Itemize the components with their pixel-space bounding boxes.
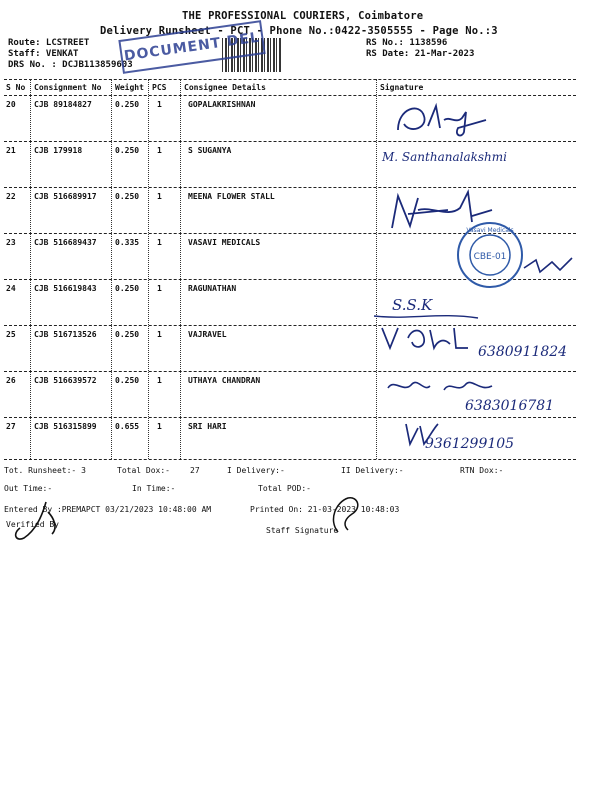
route-label: Route: LCSTREET [8, 38, 90, 48]
document-subtitle: Delivery Runsheet - PCT - Phone No.:0422-3505555 - Page No.:3 [100, 25, 498, 37]
col-signature: Signature [380, 83, 424, 92]
entered-by: Entered By :PREMAPCT 03/21/2023 10:48:00 AM [4, 505, 212, 514]
row-weight: 0.250 [115, 330, 140, 339]
signature-row-20 [390, 98, 500, 140]
col-sno: S No [6, 83, 26, 92]
signature-phone: 6380911824 [478, 344, 568, 360]
row-weight: 0.250 [115, 192, 140, 201]
header-top-rule [4, 79, 576, 80]
rs-date: RS Date: 21-Mar-2023 [366, 49, 475, 59]
col-divider [376, 79, 377, 459]
seal-ring-text: Vasavi Medicals [466, 227, 514, 234]
row-consignment: CJB 516315899 [34, 422, 97, 431]
row-consignee: MEENA FLOWER STALL [188, 192, 275, 201]
table-bottom-rule [4, 459, 576, 460]
staff-signature-mark [318, 490, 378, 536]
header-bottom-rule [4, 95, 576, 96]
row-sno: 26 [6, 376, 16, 385]
row-rule [4, 371, 576, 372]
row-pcs: 1 [157, 376, 162, 385]
document-delivered-stamp: DOCUMENT DEL [118, 20, 265, 74]
row-sno: 24 [6, 284, 16, 293]
row-pcs: 1 [157, 238, 162, 247]
row-consignment: CJB 89184827 [34, 100, 92, 109]
row-sno: 21 [6, 146, 16, 155]
verifier-signature [6, 498, 66, 546]
total-pod-label: Total POD:- [258, 484, 311, 493]
col-divider [148, 79, 149, 459]
signature-row-23 [520, 248, 580, 278]
row-weight: 0.335 [115, 238, 140, 247]
row-consignee: SRI HARI [188, 422, 227, 431]
row-weight: 0.655 [115, 422, 140, 431]
row-consignee: S SUGANYA [188, 146, 232, 155]
out-time-label: Out Time:- [4, 484, 53, 493]
row-sno: 20 [6, 100, 16, 109]
row-sno: 22 [6, 192, 16, 201]
row-consignee: GOPALAKRISHNAN [188, 100, 256, 109]
row-consignment: CJB 516639572 [34, 376, 97, 385]
verified-by-label: Verified By [6, 520, 59, 529]
seal-center-text: CBE-01 [473, 252, 507, 262]
rs-number: RS No.: 1138596 [366, 38, 448, 48]
row-weight: 0.250 [115, 284, 140, 293]
col-pcs: PCS [152, 83, 167, 92]
row-consignment: CJB 179918 [34, 146, 83, 155]
row-consignee: VASAVI MEDICALS [188, 238, 261, 247]
row-weight: 0.250 [115, 376, 140, 385]
row-sno: 27 [6, 422, 16, 431]
signature-phone: 9361299105 [425, 436, 515, 452]
signature-text: M. Santhanalakshmi [382, 150, 507, 164]
row-sno: 25 [6, 330, 16, 339]
signature-row-26 [384, 374, 504, 400]
staff-signature-label: Staff Signature [266, 526, 339, 535]
rtn-dox-label: RTN Dox:- [460, 466, 504, 475]
row-pcs: 1 [157, 422, 162, 431]
col-divider [111, 79, 112, 459]
row-pcs: 1 [157, 100, 162, 109]
staff-label: Staff: VENKAT [8, 49, 79, 59]
ii-delivery-label: II Delivery:- [341, 466, 404, 475]
row-consignee: VAJRAVEL [188, 330, 227, 339]
row-pcs: 1 [157, 284, 162, 293]
row-weight: 0.250 [115, 146, 140, 155]
row-rule [4, 141, 576, 142]
signature-phone: 6383016781 [465, 398, 555, 414]
row-consignee: UTHAYA CHANDRAN [188, 376, 261, 385]
col-consignee: Consignee Details [184, 83, 266, 92]
row-pcs: 1 [157, 192, 162, 201]
total-dox-label: Total Dox:- [117, 466, 170, 475]
row-rule [4, 325, 576, 326]
signature-row-25 [378, 320, 474, 354]
signature-text: S.S.K [392, 296, 433, 314]
document-title: THE PROFESSIONAL COURIERS, Coimbatore [182, 10, 424, 22]
row-pcs: 1 [157, 146, 162, 155]
col-divider [30, 79, 31, 459]
in-time-label: In Time:- [132, 484, 176, 493]
row-consignment: CJB 516619843 [34, 284, 97, 293]
col-divider [180, 79, 181, 459]
total-dox-value: 27 [190, 466, 200, 475]
printed-on: Printed On: 21-03-2023 10:48:03 [250, 505, 400, 514]
row-weight: 0.250 [115, 100, 140, 109]
col-weight: Weight [115, 83, 144, 92]
signature-row-27 [400, 418, 444, 450]
vasavi-medicals-seal [455, 220, 525, 290]
row-consignment: CJB 516713526 [34, 330, 97, 339]
row-consignee: RAGUNATHAN [188, 284, 237, 293]
i-delivery-label: I Delivery:- [227, 466, 285, 475]
row-consignment: CJB 516689917 [34, 192, 97, 201]
row-consignment: CJB 516689437 [34, 238, 97, 247]
total-runsheet: Tot. Runsheet:- 3 [4, 466, 86, 475]
row-sno: 23 [6, 238, 16, 247]
drs-number: DRS No. : DCJB113859603 [8, 60, 133, 70]
row-rule [4, 417, 576, 418]
row-pcs: 1 [157, 330, 162, 339]
col-consignment: Consignment No [34, 83, 102, 92]
